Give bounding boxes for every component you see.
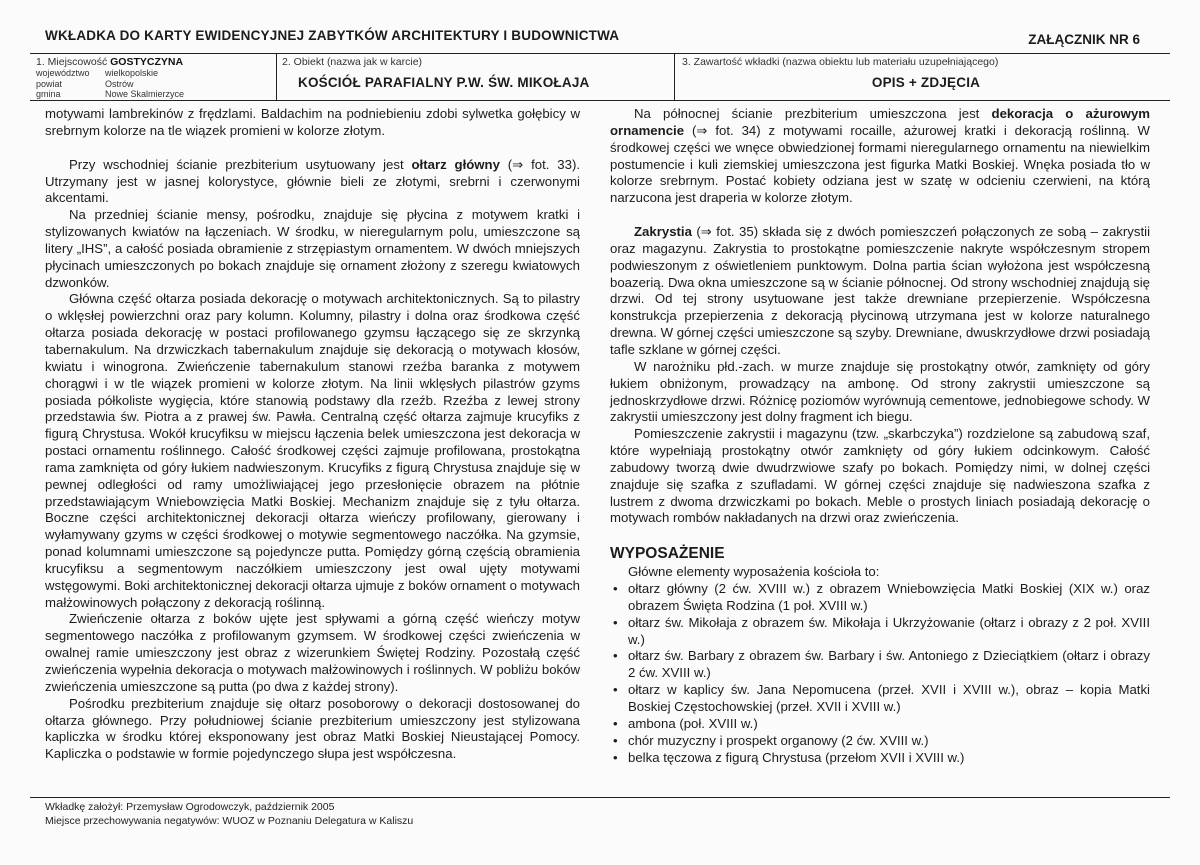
locality-label: 1. Miejscowość — [36, 56, 108, 68]
openwork-decoration-term: dekoracja o ażurowym ornamencie — [610, 106, 1151, 138]
paragraph: W narożniku płd.-zach. w murze znajduje się prostokątny otwór, zamknięty od góry łukiem obniżonym, prowadzący na ambonę. Od strony zakrystii umieszczone są jednoskrzydłowe drzwi. Różnicę poziomów wyrównują cementowe, jednobiegowe schody. W zakrystii umieszczony jest dolny fragment ich biegu. — [610, 358, 1150, 425]
paragraph: Zakrystia (⇒ fot. 35) składa się z dwóch pomieszczeń połączonych ze sobą – zakrystii oraz magazynu. Zakrystia to prostokątne pomieszczenie nakryte współczesnym stropem podwieszonym z oświetleniem punktowym. Dolna partia ścian wyłożona jest współczesną boazerią. Dwa okna umieszczone są w ścianie północnej. Od strony wschodniej znajdują się drzwi. Od tej strony usytuowane jest także drewniane przepierzenie. Współczesna konstrukcja przepierzenia z dekoracją płycinową utrzymana jest w kolorze naturalnego drewna. W górnej części umieszczone są szyby. Drewniane, dwuskrzydłowe drzwi posiadają tafle szklane w górnej części. — [610, 224, 1150, 357]
list-item: • ołtarz św. Mikołaja z obrazem św. Mikołaja i Ukrzyżowanie (ołtarz i obrazy z 2 poł. XVIII w.) — [613, 614, 1150, 647]
voivodeship-value: wielkopolskie — [105, 68, 159, 78]
list-item: • belka tęczowa z figurą Chrystusa (przełom XVII i XVIII w.) — [613, 749, 965, 765]
bullet-icon: • — [613, 614, 618, 630]
author-note: Wkładkę założył: Przemysław Ogrodowczyk, październik 2005 — [45, 801, 335, 813]
negatives-location: Miejsce przechowywania negatywów: WUOZ w Poznaniu Delegatura w Kaliszu — [45, 814, 414, 827]
content-value: OPIS + ZDJĘCIA — [871, 75, 981, 90]
left-column — [45, 106, 580, 763]
annex-label: ZAŁĄCZNIK NR 6 — [1028, 32, 1140, 47]
paragraph: Zwieńczenie ołtarza z boków ujęte jest spływami a górną część wieńczy motyw segmentowego naczółka z profilowanym gzymsem. W środkowej części zwieńczenia w owalnej ramie umieszczony jest obraz z wizerunkiem Świętej Rodziny. Pozostałą część zwieńczenia wypełnia dekoracja o motywach małżowinowych i roślinnych. W pobliżu boków zwieńczenia umieszczone są putta (po dwa z każdej strony). — [45, 611, 580, 694]
bullet-icon: • — [613, 682, 618, 698]
commune-row — [36, 89, 276, 100]
paragraph: Przy wschodniej ścianie prezbiterium usytuowany jest ołtarz główny (⇒ fot. 33). Utrzymany jest w jasnej kolorystyce, głównie bieli ze złotymi, srebrni i czerwonymi akcentami. — [45, 156, 580, 206]
footer — [45, 801, 413, 828]
list-item: • ołtarz św. Barbary z obrazem św. Barbary i św. Antoniego z Dzieciątkiem (ołtarz i obrazy 2 ćw. XVIII w.) — [613, 648, 1150, 681]
voivodeship-label: województwo — [36, 68, 90, 78]
document-title: WKŁADKA DO KARTY EWIDENCYJNEJ ZABYTKÓW ARCHITEKTURY I BUDOWNICTWA — [45, 28, 620, 43]
bullet-icon: • — [613, 715, 618, 731]
locality-value: GOSTYCZYNA — [110, 56, 184, 68]
commune-label: gmina — [36, 89, 61, 99]
equipment-list — [610, 581, 1150, 766]
paragraph: Na przedniej ścianie mensy, pośrodku, znajduje się płycina z motywem kratki i stylizowanych kwiatów na łączeniach. W środku, w nieregularnym polu, umieszczone są litery „IHS”, a całość posiada obramienie z strzępiastym ornamentem. W dwóch mniejszych płycinach umieszczonych po bokach znajduje się ornament złożony z szeregu kwiatowych dzwonków. — [45, 207, 580, 290]
paragraph: Pomieszczenie zakrystii i magazynu (tzw. „skarbczyka”) rozdzielone są zabudową szaf, które wypełniają prostokątny otwór zamknięty od góry łukiem odcinkowym. Całość zabudowy tworzą dwie dwudrzwiowe szafy po bokach. Pomiędzy nimi, w dolnej części znajduje się szafka z szufladami. W górnej części znajduje się nadwieszona szafka z lustrem z dwoma drzwiczkami po bokach. Meble o prostych liniach posiadają dekorację o motywach rombów nakładanych na drzwi oraz zwieńczenia. — [610, 426, 1150, 526]
list-item: • ambona (poł. XVIII w.) — [613, 715, 758, 731]
object-label: 2. Obiekt (nazwa jak w karcie) — [282, 56, 423, 68]
section-heading: WYPOSAŻENIE — [610, 545, 725, 563]
bullet-icon: • — [613, 581, 618, 597]
list-item: • chór muzyczny i prospekt organowy (2 ćw. XVIII w.) — [613, 732, 929, 748]
list-intro: Główne elementy wyposażenia kościoła to: — [628, 564, 880, 580]
county-label: powiat — [36, 78, 63, 89]
list-item: • ołtarz w kaplicy św. Jana Nepomucena (przeł. XVII i XVIII w.), obraz – kopia Matki Boskiej Częstochowskiej (przeł. XVII i XVIII w.) — [613, 682, 1150, 714]
object-value: KOŚCIÓŁ PARAFIALNY P.W. ŚW. MIKOŁAJA — [298, 75, 590, 90]
content-cell — [675, 54, 1170, 100]
header-table — [30, 53, 1170, 101]
right-column — [610, 106, 1150, 766]
voivodeship-row — [36, 68, 276, 79]
commune-value: Nowe Skalmierzyce — [105, 89, 185, 99]
paragraph: Pośrodku prezbiterium znajduje się ołtarz posoborowy o dekoracji dostosowanej do ołtarza głównego. Przy południowej ścianie prezbiterium umieszczony jest stylizowana kapliczka w środku której eksponowany jest obraz Matki Boskiej Nieustającej Pomocy. Kapliczka o podstawie w formie pojedynczego słupa jest współczesna. — [45, 695, 580, 762]
sacristy-term: Zakrystia — [634, 224, 692, 240]
main-altar-term: ołtarz główny — [411, 156, 500, 172]
list-item: • ołtarz główny (2 ćw. XVIII w.) z obrazem Wniebowzięcia Matki Boskiej (XIX w.) oraz obrazem Święta Rodzina (1 poł. XVIII w.) — [613, 581, 1150, 613]
paragraph: Główna część ołtarza posiada dekorację o motywach architektonicznych. Są to pilastry o wklęsłej powierzchni oraz pary kolumn. Kolumny, pilastry i dolna oraz środkowa część ołtarza posiada dekorację w postaci profilowanego gzymsu łączącego się ze skrzynką tabernakulum. Na drzwiczkach tabernakulum znajduje się dekoracją o motywach kłosów, kwiatu i winogrona. Zwieńczenie tabernakulum stanowi rzeźba baranka z motywem chorągwi i w tle wiązek promieni w kolorze złotym. Na linii wklęsłych pilastrów gzyms posiada półkoliste wygięcia, które stanowią podstawy dla rzeźb. Rzeźba z lewej strony przedstawia św. Piotra a z prawej św. Pawła. Centralną część ołtarza zajmuje krucyfiks z figurą Chrystusa. Wokół krucyfiksu w miejscu łączenia belek umieszczona jest dekoracja w postaci ornamentu roślinnego. Całość środkowej części zajmuje profilowana, prostokątna rama zamknięta od góry łukiem nadwieszonym. Krucyfiks z figurą Chrystusa znajduje się w pewnej odległości od ramy umożliwiającej jego przesłonięcie obrazem na płótnie przedstawiającym Wniebowzięcia Matki Boskiej. Mechanizm znajduje się z tyłu ołtarza. Boczne części architektonicznej dekoracji ołtarza wieńczy profilowany, gierowany i wyłamywany gzyms w części środkowej o motywie segmentowego naczółka. Na gzymsie, ponad kolumnami umieszczone są pojedyncze putta. Pomiędzy górną częścią obramienia krucyfiksu a segmentowym naczółkiem umieszczony jest owal ujęty motywami wstęgowymi. Boki architektonicznej dekoracji ołtarza ujmuje z boków ornament o motywach małżowinowych połączony z dekoracją roślinną. — [45, 291, 580, 610]
content-label: 3. Zawartość wkładki (nazwa obiektu lub materiału uzupełniającego) — [682, 56, 999, 68]
object-cell — [277, 54, 675, 100]
footer-divider — [30, 797, 1170, 798]
county-value: Ostrów — [105, 78, 134, 89]
paragraph: Na północnej ścianie prezbiterium umieszczona jest dekoracja o ażurowym ornamencie (⇒ fot. 34) z motywami rocaille, ażurowej kratki i dekoracją roślinną. W środkowej części we wnęce obwiedzionej formami nieregularnego ornamentu na niewielkim postumencie i kuli ziemskiej umieszczona jest figurka Matki Boskiej. Wnęka posiada tło w kolorze srebrnym. Postać kobiety odziana jest w szatę w odcieniu czerwieni, na którą narzucona jest draperia w kolorze złotym. — [610, 106, 1151, 206]
paragraph: motywami lambrekinów z frędzlami. Baldachim na podniebieniu zdobi sylwetka gołębicy w srebrnym kolorze na tle wiązek promieni w kolorze złotym. — [45, 106, 580, 138]
bullet-icon: • — [613, 648, 618, 664]
locality-cell — [30, 54, 277, 100]
bullet-icon: • — [613, 749, 618, 765]
county-row — [36, 79, 276, 90]
bullet-icon: • — [613, 732, 618, 748]
